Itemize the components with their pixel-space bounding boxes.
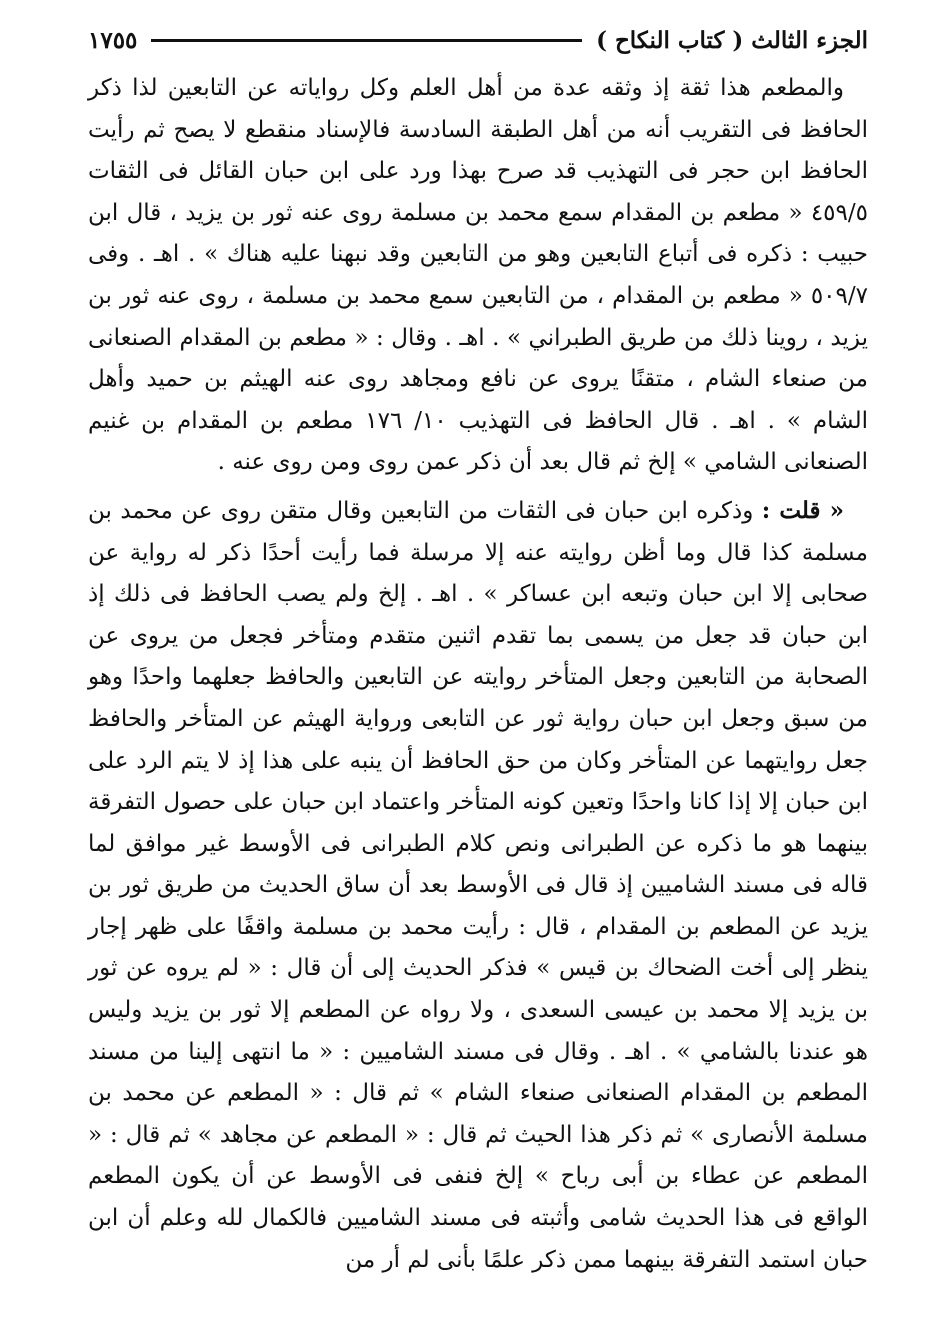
body-text xyxy=(88,68,868,1281)
paragraph-1: والمطعم هذا ثقة إذ وثقه عدة من أهل العلم وكل رواياته عن التابعين لذا ذكر الحافظ فى التقريب أنه من أهل الطبقة السادسة فالإسناد منقطع لا يصح ثم رأيت الحافظ ابن حجر فى التهذيب قد صرح بهذا ورد على ابن حبان القائل فى الثقات ٤٥٩/٥ « مطعم بن المقدام سمع محمد بن مسلمة روى عنه ثور بن يزيد ، قال ابن حبيب : ذكره فى أتباع التابعين وهو من التابعين وقد نبهنا عليه هناك » . اهـ . وفى ٥٠٩/٧ « مطعم بن المقدام ، من التابعين سمع محمد بن مسلمة ، روى عنه ثور بن يزيد ، روينا ذلك من طريق الطبراني » . اهـ . وقال : « مطعم بن المقدام الصنعانى من صنعاء الشام ، متقنًا يروى عن نافع ومجاهد روى عنه الهيثم بن حميد وأهل الشام » . اهـ . قال الحافظ فى التهذيب ١٠/ ١٧٦ مطعم بن المقدام بن غنيم الصنعانى الشامي » إلخ ثم قال بعد أن ذكر عمن روى ومن روى عنه . xyxy=(88,75,868,476)
paragraph-2 xyxy=(88,490,868,1281)
running-header xyxy=(88,22,868,58)
qultu-label: « قلت : xyxy=(761,496,845,524)
paragraph-2-text: وذكره ابن حبان فى الثقات من التابعين وقال متقن روى عن محمد بن مسلمة كذا قال وما أظن روايته عنه إلا مرسلة فما رأيت أحدًا ذكر له رواية عن صحابى إلا ابن حبان وتبعه ابن عساكر » . اهـ . إلخ ولم يصب الحافظ فى ذلك إذ ابن حبان قد جعل من يسمى بما تقدم اثنين متقدم ومتأخر فجعل من يروى عن الصحابة من التابعين وجعل المتأخر روايته عن التابعين والحافظ جعلهما واحدًا وهو من سبق وجعل ابن حبان رواية ثور عن التابعى ورواية الهيثم عن المتأخر والحافظ جعل روايتهما عن المتأخر وكان من حق الحافظ أن ينبه على هذا إذ لا يتم الرد على ابن حبان إلا إذا كانا واحدًا وتعين كونه المتأخر واعتماد ابن حبان على حصول التفرقة بينهما هو ما ذكره عن الطبرانى ونص كلام الطبرانى فى الأوسط غير موافق لما قاله فى مسند الشاميين إذ قال فى الأوسط بعد أن ساق الحديث من طريق ثور بن يزيد عن المطعم بن المقدام ، قال : رأيت محمد بن مسلمة واقفًا على ظهر إجار ينظر إلى أخت الضحاك بن قيس » فذكر الحديث إلى أن قال : « لم يروه عن ثور بن يزيد إلا محمد بن عيسى السعدى ، ولا رواه عن المطعم إلا ثور بن يزيد وليس هو عندنا بالشامي » . اهـ . وقال فى مسند الشاميين : « ما انتهى إلينا من مسند المطعم بن المقدام الصنعانى صنعاء الشام » ثم قال : « المطعم عن محمد بن مسلمة الأنصارى » ثم ذكر هذا الحيث ثم قال : « المطعم عن مجاهد » ثم قال : « المطعم عن عطاء بن أبى رباح » إلخ فنفى فى الأوسط عن أن يكون المطعم الواقع فى هذا الحديث شامى وأثبته فى مسند الشاميين فالكمال لله وعلم أن ابن حبان استمد التفرقة بينهما ممن ذكر علمًا بأنى لم أر من xyxy=(88,497,869,1273)
page-number: ١٧٥٥ xyxy=(88,26,138,54)
book-page xyxy=(88,22,868,1281)
header-title: الجزء الثالث ( كتاب النكاح ) xyxy=(596,26,868,54)
header-rule xyxy=(151,39,582,42)
